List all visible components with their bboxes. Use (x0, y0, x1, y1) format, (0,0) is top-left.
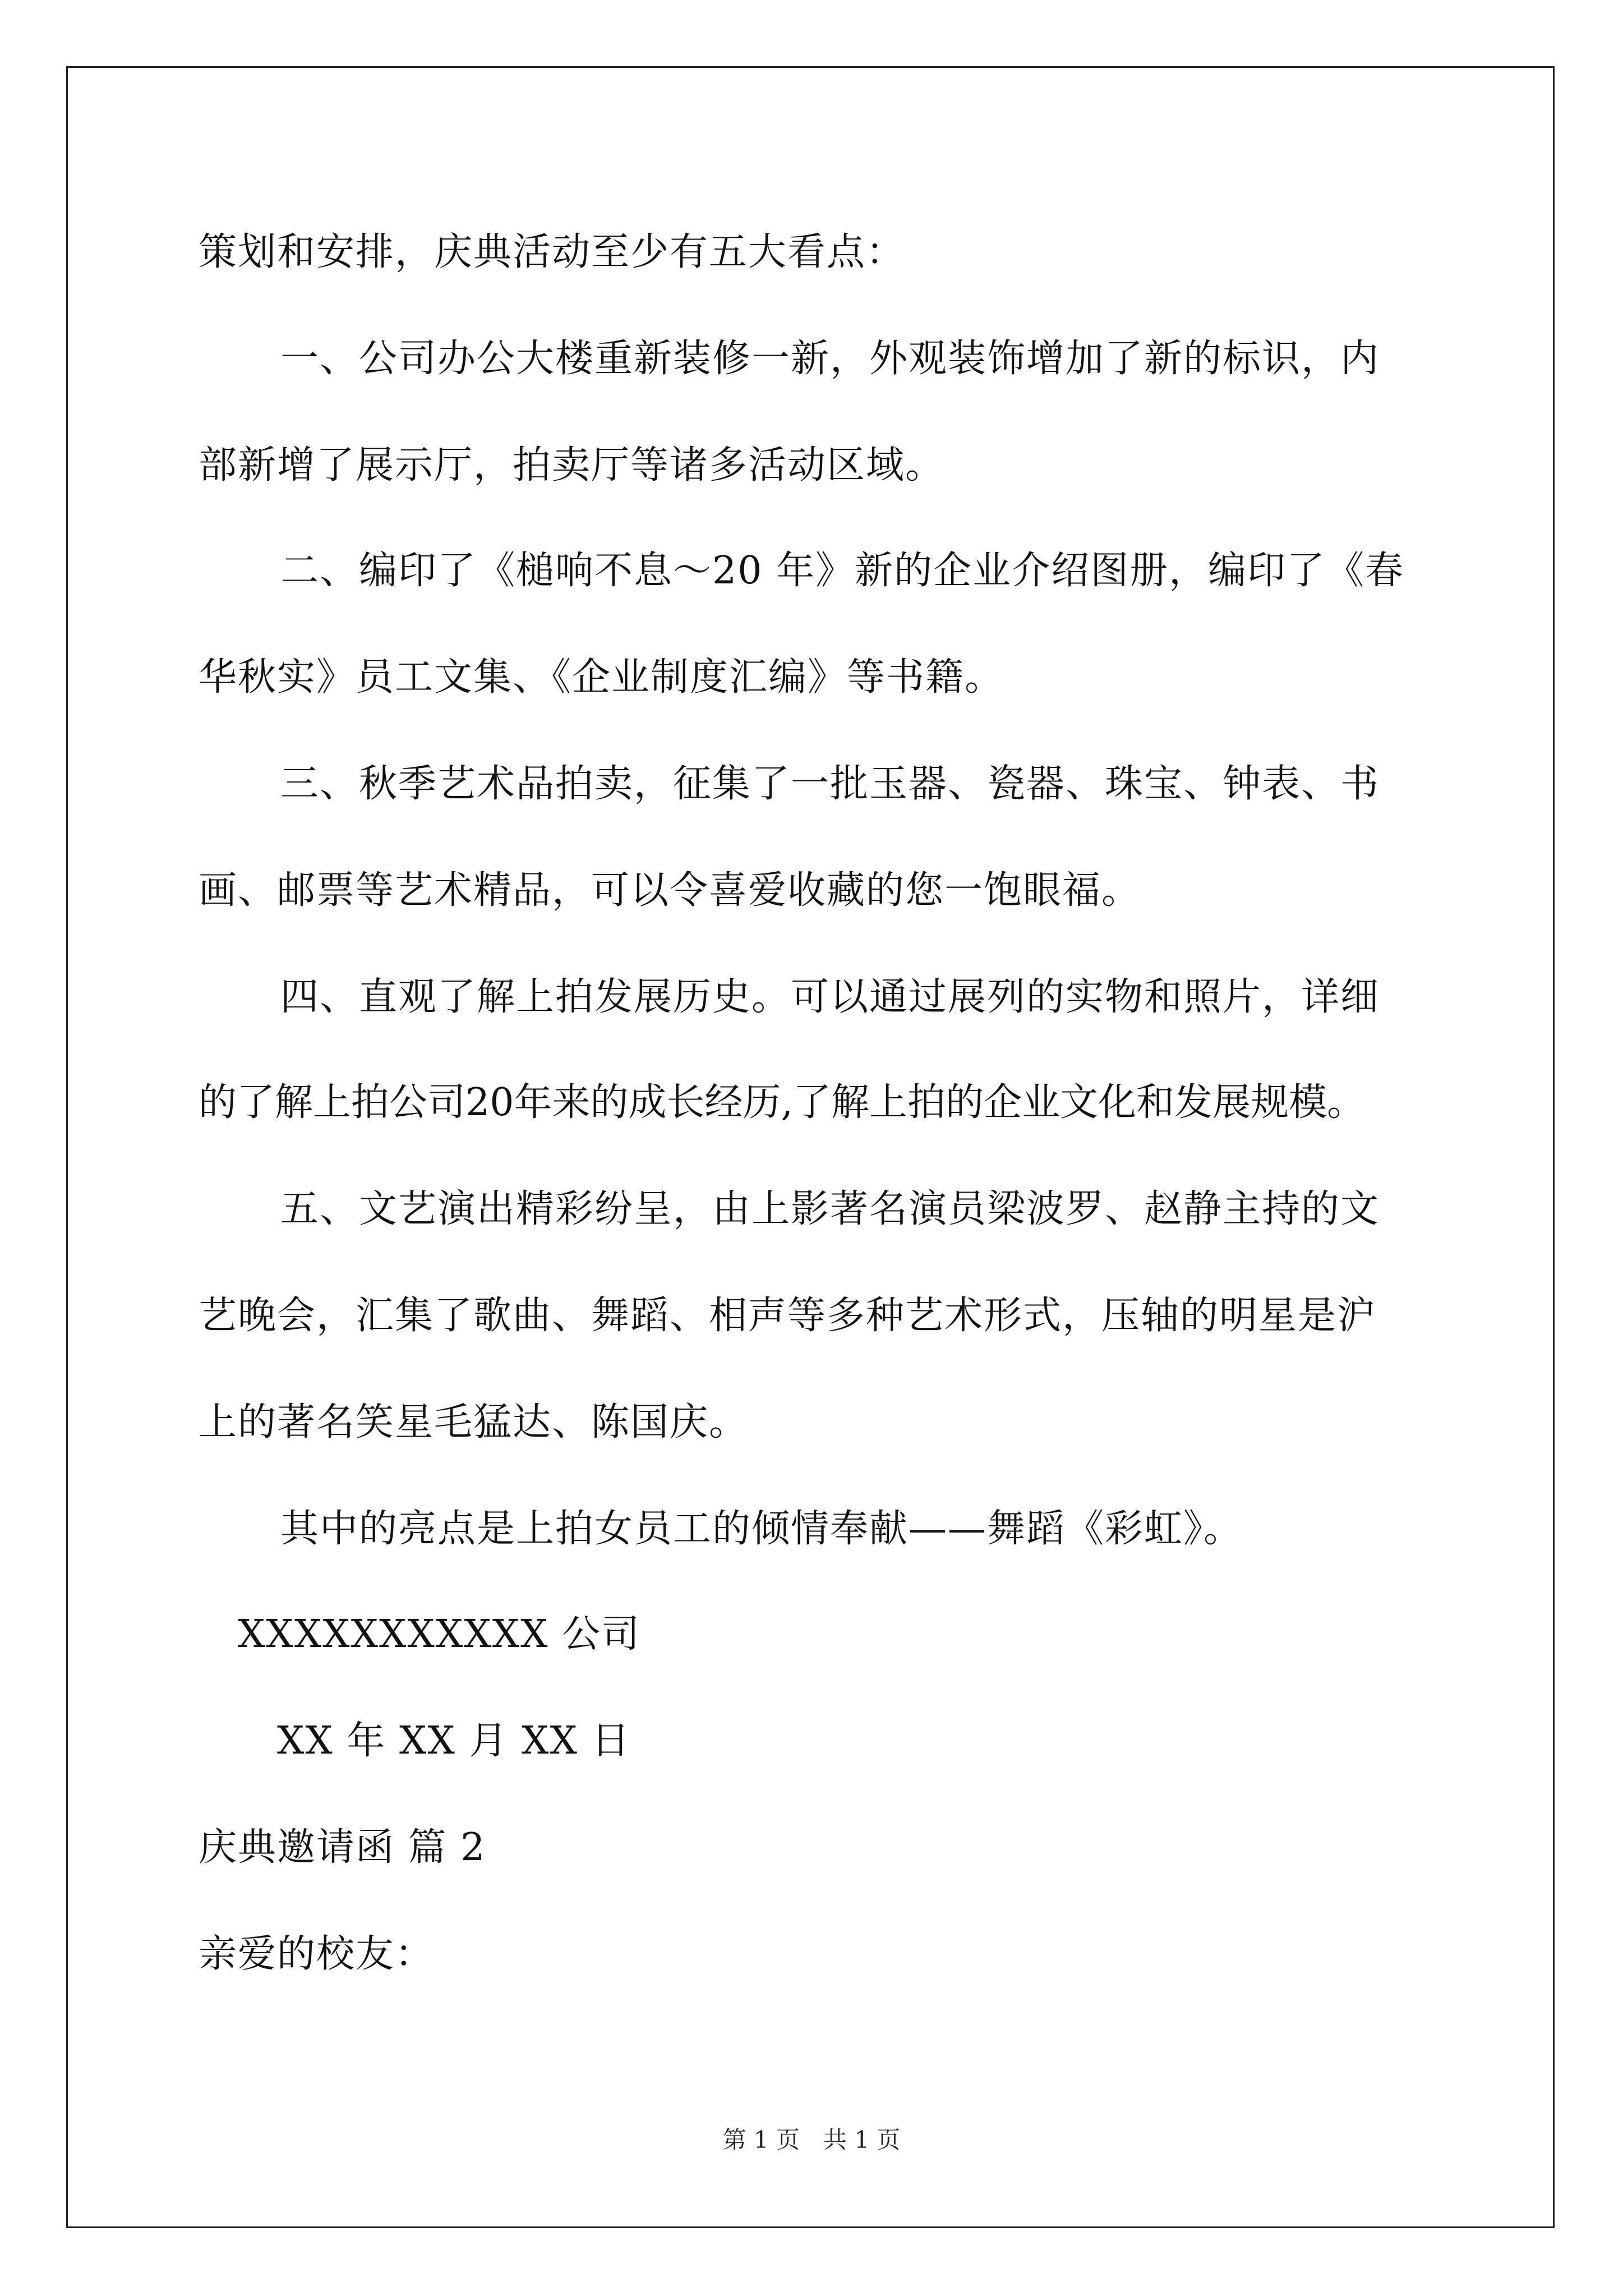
intro-line: 策划和安排，庆典活动至少有五大看点： (199, 230, 906, 274)
point-4-line-2: 的了解上拍公司20年来的成长经历,了解上拍的企业文化和发展规模。 (199, 1080, 1366, 1125)
point-2-line-2: 华秋实》员工文集、《企业制度汇编》等书籍。 (199, 655, 1004, 700)
point-5-line-3: 上的著名笑星毛猛达、陈国庆。 (199, 1400, 749, 1444)
point-2-line-1: 二、编印了《槌响不息～20 年》新的企业介绍图册，编印了《春 (280, 549, 1405, 593)
highlight-line: 其中的亮点是上拍女员工的倾情奉献——舞蹈《彩虹》。 (280, 1507, 1243, 1551)
signature-company: XXXXXXXXXXX 公司 (238, 1612, 641, 1657)
signature-date: XX 年 XX 月 XX 日 (277, 1719, 631, 1763)
point-3-line-2: 画、邮票等艺术精品，可以令喜爱收藏的您一饱眼福。 (199, 868, 1141, 913)
page-footer: 第 1 页 共 1 页 (722, 2126, 901, 2154)
point-5-line-2: 艺晚会，汇集了歌曲、舞蹈、相声等多种艺术形式，压轴的明星是沪 (199, 1294, 1377, 1338)
point-5-line-1: 五、文艺演出精彩纷呈，由上影著名演员梁波罗、赵静主持的文 (280, 1187, 1380, 1231)
point-1-line-2: 部新增了展示厅，拍卖厅等诸多活动区域。 (199, 443, 945, 487)
point-3-line-1: 三、秋季艺术品拍卖，征集了一批玉器、瓷器、珠宝、钟表、书 (280, 762, 1380, 806)
salutation: 亲爱的校友： (199, 1932, 435, 1976)
point-1-line-1: 一、公司办公大楼重新装修一新，外观装饰增加了新的标识，内 (280, 337, 1380, 381)
page-border (66, 66, 1555, 2228)
section-title: 庆典邀请函 篇 2 (199, 1825, 486, 1870)
point-4-line-1: 四、直观了解上拍发展历史。可以通过展列的实物和照片，详细 (280, 975, 1380, 1019)
